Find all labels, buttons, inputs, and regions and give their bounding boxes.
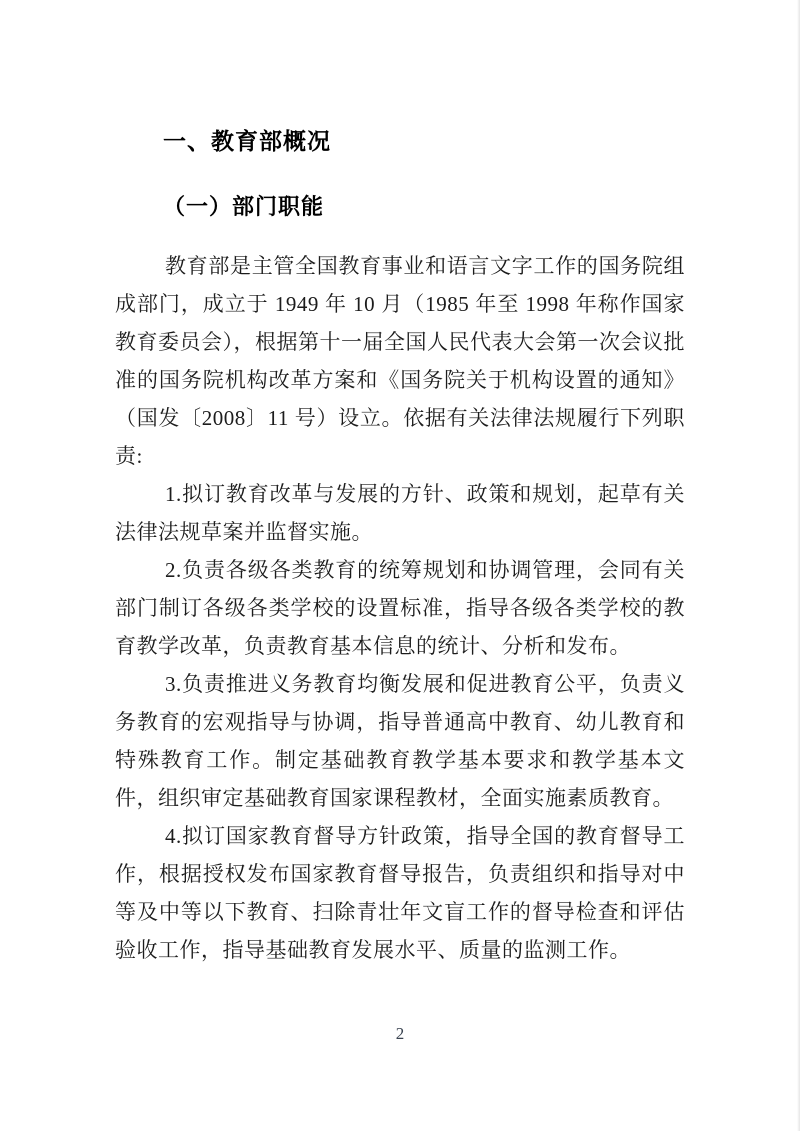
subsection-heading: （一）部门职能	[163, 194, 325, 219]
document-content	[115, 126, 685, 969]
paragraph-duty-1: 1.拟订教育改革与发展的方针、政策和规划，起草有关法律法规草案并监督实施。	[115, 482, 685, 544]
paragraph-duty-4: 4.拟订国家教育督导方针政策，指导全国的教育督导工作，根据授权发布国家教育督导报告，负责组织和指导对中等及中等以下教育、扫除青壮年文盲工作的督导检查和评估验收工作，指导基础教育发展水平、质量的监测工作。	[115, 824, 685, 962]
paragraph-duty-2: 2.负责各级各类教育的统筹规划和协调管理，会同有关部门制订各级各类学校的设置标准，指导各级各类学校的教育教学改革，负责教育基本信息的统计、分析和发布。	[115, 558, 685, 658]
paragraph-duty-3: 3.负责推进义务教育均衡发展和促进教育公平，负责义务教育的宏观指导与协调，指导普通高中教育、幼儿教育和特殊教育工作。制定基础教育教学基本要求和教学基本文件，组织审定基础教育国家课程教材，全面实施素质教育。	[115, 672, 685, 810]
paragraph-intro: 教育部是主管全国教育事业和语言文字工作的国务院组成部门，成立于 1949 年 10 月（1985 年至 1998 年称作国家教育委员会），根据第十一届全国人民代表大会第一次会议批准的国务院机构改革方案和《国务院关于机构设置的通知》（国发〔2008〕11 号）设立。依据有关法律法规履行下列职责:	[115, 254, 685, 468]
page-number: 2	[395, 1024, 405, 1043]
section-heading: 一、教育部概况	[163, 128, 331, 154]
body-text	[115, 247, 685, 969]
